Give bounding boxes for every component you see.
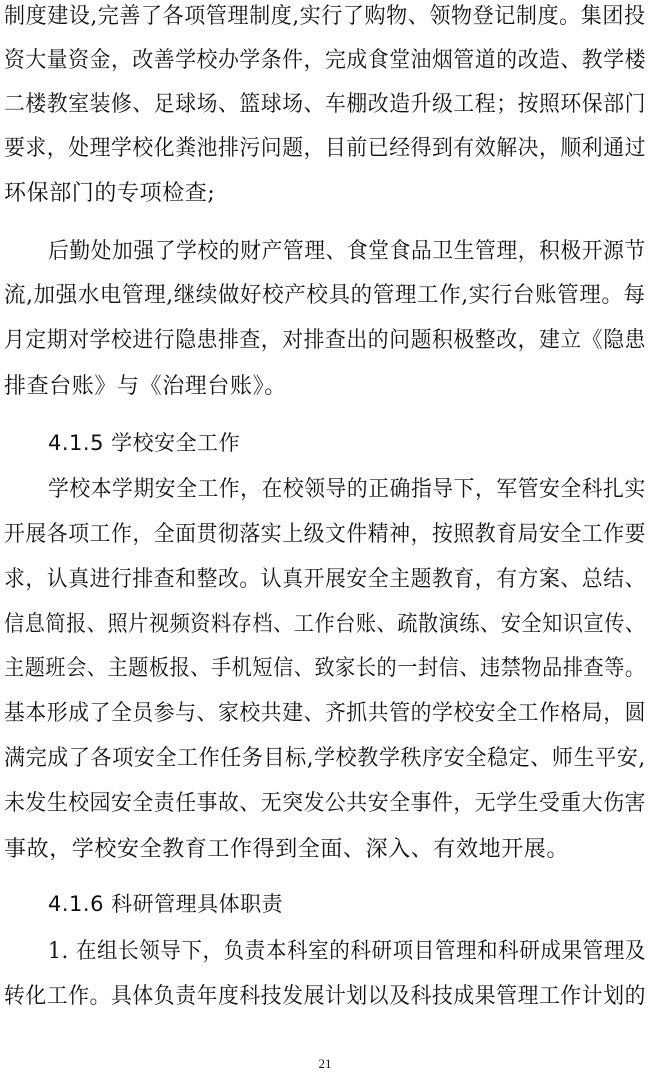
paragraph-line: 1. 在组长领导下，负责本科室的科研项目管理和科研成果管理及 <box>48 939 647 964</box>
paragraph-line: 排查台账》与《治理台账》。 <box>4 374 287 399</box>
paragraph-line: 事故，学校安全教育工作得到全面、深入、有效地开展。 <box>4 837 570 862</box>
paragraph-line: 满完成了各项安全工作任务目标,学校教学秩序安全稳定、师生平安, <box>4 746 646 771</box>
paragraph-line: 未发生校园安全责任事故、无突发公共安全事件，无学生受重大伤害 <box>4 791 647 816</box>
paragraph-line: 开展各项工作，全面贯彻落实上级文件精神，按照教育局安全工作要 <box>4 522 647 547</box>
paragraph-line: 要求，处理学校化粪池排污问题，目前已经得到有效解决，顺利通过 <box>4 136 647 161</box>
paragraph-line: 二楼教室装修、足球场、篮球场、车棚改造升级工程；按照环保部门 <box>4 92 647 117</box>
paragraph-line: 基本形成了全员参与、家校共建、齐抓共管的学校安全工作格局，圆 <box>4 701 647 726</box>
section-heading: 4.1.6 科研管理具体职责 <box>48 892 284 916</box>
page-number: 21 <box>318 1056 332 1071</box>
paragraph-line: 学校本学期安全工作，在校领导的正确指导下，军管安全科扎实 <box>48 477 646 502</box>
paragraph-line: 流,加强水电管理,继续做好校产校具的管理工作,实行台账管理。每 <box>4 283 646 308</box>
paragraph-line: 求，认真进行排查和整改。认真开展安全主题教育，有方案、总结、 <box>4 567 647 592</box>
paragraph-line: 月定期对学校进行隐患排查，对排查出的问题积极整改，建立《隐患 <box>4 328 647 353</box>
paragraph-line: 转化工作。具体负责年度科技发展计划以及科技成果管理工作计划的 <box>4 984 647 1009</box>
paragraph-line: 信息简报、照片视频资料存档、工作台账、疏散演练、安全知识宣传、 <box>4 612 646 637</box>
paragraph-line: 后勤处加强了学校的财产管理、食堂食品卫生管理，积极开源节 <box>48 239 646 264</box>
paragraph-line: 资大量资金，改善学校办学条件，完成食堂油烟管道的改造、教学楼 <box>4 48 647 73</box>
section-heading: 4.1.5 学校安全工作 <box>48 431 241 455</box>
paragraph-line: 环保部门的专项检查; <box>4 181 216 206</box>
paragraph-line: 主题班会、主题板报、手机短信、致家长的一封信、违禁物品排查等。 <box>4 656 646 681</box>
paragraph-line: 制度建设,完善了各项管理制度,实行了购物、领物登记制度。集团投 <box>4 4 646 29</box>
